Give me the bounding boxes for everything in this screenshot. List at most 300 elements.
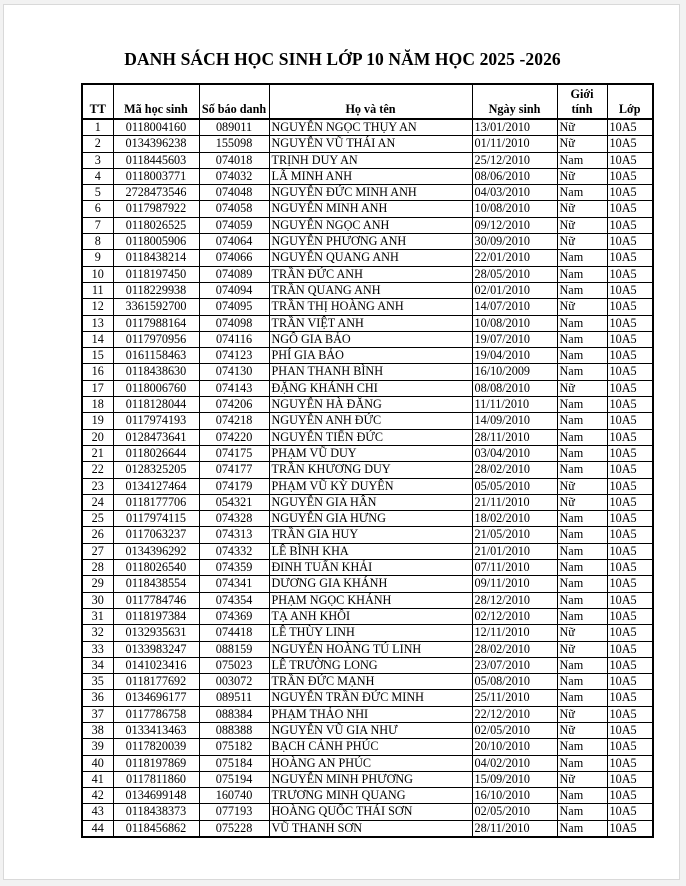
cell-class: 10A5 [607,250,653,266]
cell-student-code: 0161158463 [113,348,199,364]
cell-exam-number: 088159 [199,641,269,657]
cell-student-code: 0117987922 [113,201,199,217]
cell-full-name: TRẦN THỊ HOÀNG ANH [269,299,472,315]
table-row [82,234,653,250]
table-row [82,282,653,298]
cell-row-number: 41 [82,771,113,787]
table-row [82,690,653,706]
cell-full-name: TRƯƠNG MINH QUANG [269,788,472,804]
cell-class: 10A5 [607,690,653,706]
table-row [82,217,653,233]
cell-exam-number: 074066 [199,250,269,266]
cell-full-name: LÊ BÌNH KHA [269,543,472,559]
cell-exam-number: 054321 [199,494,269,510]
table-row [82,250,653,266]
table-row [82,706,653,722]
cell-student-code: 0133413463 [113,722,199,738]
cell-class: 10A5 [607,674,653,690]
cell-exam-number: 074369 [199,608,269,624]
table-row [82,445,653,461]
cell-class: 10A5 [607,788,653,804]
cell-gender: Nam [557,755,607,771]
cell-row-number: 10 [82,266,113,282]
cell-birth-date: 10/08/2010 [472,201,557,217]
cell-birth-date: 18/02/2010 [472,511,557,527]
cell-exam-number: 075184 [199,755,269,771]
cell-birth-date: 15/09/2010 [472,771,557,787]
cell-row-number: 23 [82,478,113,494]
cell-gender: Nam [557,543,607,559]
cell-birth-date: 30/09/2010 [472,234,557,250]
cell-gender: Nam [557,331,607,347]
cell-birth-date: 08/08/2010 [472,380,557,396]
cell-class: 10A5 [607,266,653,282]
cell-class: 10A5 [607,299,653,315]
cell-class: 10A5 [607,413,653,429]
cell-birth-date: 21/05/2010 [472,527,557,543]
cell-student-code: 0128473641 [113,429,199,445]
cell-class: 10A5 [607,380,653,396]
cell-row-number: 14 [82,331,113,347]
cell-exam-number: 074018 [199,152,269,168]
cell-class: 10A5 [607,201,653,217]
cell-gender: Nữ [557,706,607,722]
cell-full-name: NGUYỄN TIẾN ĐỨC [269,429,472,445]
cell-student-code: 0118197384 [113,608,199,624]
cell-student-code: 0117970956 [113,331,199,347]
cell-birth-date: 28/12/2010 [472,592,557,608]
table-row [82,136,653,152]
cell-class: 10A5 [607,494,653,510]
cell-full-name: NGUYỄN QUANG ANH [269,250,472,266]
table-row [82,771,653,787]
cell-gender: Nam [557,560,607,576]
cell-exam-number: 074220 [199,429,269,445]
cell-full-name: NGUYỄN MINH PHƯƠNG [269,771,472,787]
cell-birth-date: 02/01/2010 [472,282,557,298]
cell-gender: Nam [557,250,607,266]
cell-gender: Nam [557,462,607,478]
cell-class: 10A5 [607,445,653,461]
cell-birth-date: 09/11/2010 [472,576,557,592]
cell-exam-number: 088384 [199,706,269,722]
cell-exam-number: 074332 [199,543,269,559]
cell-student-code: 0133983247 [113,641,199,657]
cell-full-name: PHẠM THẢO NHI [269,706,472,722]
cell-gender: Nữ [557,217,607,233]
table-row [82,380,653,396]
cell-student-code: 0118177706 [113,494,199,510]
cell-gender: Nam [557,674,607,690]
cell-row-number: 4 [82,168,113,184]
cell-full-name: PHẠM NGỌC KHÁNH [269,592,472,608]
cell-class: 10A5 [607,364,653,380]
cell-gender: Nam [557,690,607,706]
cell-exam-number: 088388 [199,722,269,738]
cell-full-name: NGUYỄN HOÀNG TÚ LINH [269,641,472,657]
cell-class: 10A5 [607,331,653,347]
cell-full-name: LÊ TRƯỜNG LONG [269,657,472,673]
cell-exam-number: 074095 [199,299,269,315]
cell-birth-date: 19/04/2010 [472,348,557,364]
cell-row-number: 20 [82,429,113,445]
cell-gender: Nam [557,429,607,445]
cell-class: 10A5 [607,820,653,837]
gender-header-part: Giới [570,87,594,101]
table-row [82,413,653,429]
cell-exam-number: 089011 [199,119,269,136]
cell-row-number: 32 [82,625,113,641]
cell-birth-date: 03/04/2010 [472,445,557,461]
cell-full-name: ĐINH TUẤN KHẢI [269,560,472,576]
cell-row-number: 38 [82,722,113,738]
table-row [82,511,653,527]
cell-gender: Nam [557,315,607,331]
cell-birth-date: 16/10/2010 [472,788,557,804]
cell-exam-number: 074130 [199,364,269,380]
table-row [82,348,653,364]
col-header-gender [557,84,607,119]
cell-birth-date: 08/06/2010 [472,168,557,184]
cell-row-number: 5 [82,185,113,201]
cell-full-name: HOÀNG AN PHÚC [269,755,472,771]
cell-row-number: 21 [82,445,113,461]
cell-row-number: 13 [82,315,113,331]
cell-row-number: 25 [82,511,113,527]
cell-gender: Nam [557,788,607,804]
cell-row-number: 43 [82,804,113,820]
cell-row-number: 15 [82,348,113,364]
cell-class: 10A5 [607,397,653,413]
cell-row-number: 35 [82,674,113,690]
cell-student-code: 0118229938 [113,282,199,298]
cell-student-code: 0117063237 [113,527,199,543]
cell-student-code: 0117974115 [113,511,199,527]
cell-exam-number: 003072 [199,674,269,690]
table-row [82,266,653,282]
cell-student-code: 0118197450 [113,266,199,282]
cell-student-code: 0134696177 [113,690,199,706]
cell-gender: Nữ [557,136,607,152]
cell-exam-number: 074116 [199,331,269,347]
table-row [82,201,653,217]
cell-birth-date: 28/11/2010 [472,429,557,445]
cell-full-name: NGUYỄN ANH ĐỨC [269,413,472,429]
table-row [82,560,653,576]
cell-exam-number: 160740 [199,788,269,804]
cell-gender: Nam [557,185,607,201]
cell-student-code: 0117811860 [113,771,199,787]
cell-exam-number: 074048 [199,185,269,201]
cell-student-code: 0134127464 [113,478,199,494]
cell-student-code: 0128325205 [113,462,199,478]
cell-class: 10A5 [607,527,653,543]
cell-full-name: TRẦN KHƯƠNG DUY [269,462,472,478]
cell-row-number: 2 [82,136,113,152]
table-row [82,674,653,690]
cell-full-name: NGUYỄN ĐỨC MINH ANH [269,185,472,201]
cell-row-number: 40 [82,755,113,771]
cell-exam-number: 074359 [199,560,269,576]
cell-full-name: NGUYỄN NGỌC THỤY AN [269,119,472,136]
cell-class: 10A5 [607,576,653,592]
cell-gender: Nam [557,527,607,543]
cell-exam-number: 074064 [199,234,269,250]
cell-row-number: 22 [82,462,113,478]
cell-exam-number: 074089 [199,266,269,282]
col-header-birth-date: Ngày sinh [472,84,557,119]
cell-birth-date: 04/02/2010 [472,755,557,771]
cell-class: 10A5 [607,315,653,331]
cell-full-name: TRẦN QUANG ANH [269,282,472,298]
cell-row-number: 36 [82,690,113,706]
table-row [82,168,653,184]
cell-birth-date: 22/01/2010 [472,250,557,266]
cell-class: 10A5 [607,739,653,755]
table-row [82,625,653,641]
cell-student-code: 3361592700 [113,299,199,315]
table-row [82,788,653,804]
cell-student-code: 0141023416 [113,657,199,673]
cell-birth-date: 10/08/2010 [472,315,557,331]
cell-row-number: 19 [82,413,113,429]
cell-full-name: PHÍ GIA BẢO [269,348,472,364]
cell-row-number: 12 [82,299,113,315]
cell-student-code: 2728473546 [113,185,199,201]
cell-exam-number: 074059 [199,217,269,233]
table-header-row [82,84,653,119]
cell-exam-number: 074328 [199,511,269,527]
cell-exam-number: 074175 [199,445,269,461]
cell-row-number: 17 [82,380,113,396]
cell-student-code: 0118003771 [113,168,199,184]
cell-class: 10A5 [607,152,653,168]
cell-exam-number: 075023 [199,657,269,673]
cell-gender: Nữ [557,299,607,315]
cell-student-code: 0118026644 [113,445,199,461]
cell-birth-date: 11/11/2010 [472,397,557,413]
cell-full-name: PHAN THANH BÌNH [269,364,472,380]
table-row [82,820,653,837]
cell-student-code: 0134396238 [113,136,199,152]
cell-birth-date: 12/11/2010 [472,625,557,641]
cell-birth-date: 28/02/2010 [472,462,557,478]
cell-full-name: DƯƠNG GIA KHÁNH [269,576,472,592]
cell-gender: Nữ [557,641,607,657]
cell-exam-number: 074418 [199,625,269,641]
col-header-exam-number: Số báo danh [199,84,269,119]
cell-class: 10A5 [607,348,653,364]
cell-birth-date: 02/05/2010 [472,722,557,738]
cell-full-name: LÃ MINH ANH [269,168,472,184]
table-row [82,429,653,445]
table-row [82,494,653,510]
cell-exam-number: 075182 [199,739,269,755]
cell-birth-date: 13/01/2010 [472,119,557,136]
cell-row-number: 18 [82,397,113,413]
cell-row-number: 42 [82,788,113,804]
table-row [82,397,653,413]
cell-student-code: 0132935631 [113,625,199,641]
cell-class: 10A5 [607,608,653,624]
col-header-student-code: Mã học sinh [113,84,199,119]
table-row [82,331,653,347]
cell-full-name: NGUYỄN PHƯƠNG ANH [269,234,472,250]
cell-birth-date: 28/05/2010 [472,266,557,282]
cell-class: 10A5 [607,771,653,787]
cell-student-code: 0117988164 [113,315,199,331]
cell-class: 10A5 [607,282,653,298]
cell-student-code: 0117974193 [113,413,199,429]
cell-birth-date: 14/09/2010 [472,413,557,429]
cell-exam-number: 155098 [199,136,269,152]
cell-full-name: HOÀNG QUỐC THÁI SƠN [269,804,472,820]
cell-student-code: 0118456862 [113,820,199,837]
cell-class: 10A5 [607,804,653,820]
cell-student-code: 0118177692 [113,674,199,690]
cell-full-name: LÊ THÙY LINH [269,625,472,641]
cell-full-name: TRẦN ĐỨC ANH [269,266,472,282]
cell-gender: Nữ [557,201,607,217]
cell-full-name: VŨ THANH SƠN [269,820,472,837]
cell-gender: Nam [557,364,607,380]
cell-class: 10A5 [607,185,653,201]
cell-birth-date: 14/07/2010 [472,299,557,315]
cell-birth-date: 02/12/2010 [472,608,557,624]
cell-student-code: 0117820039 [113,739,199,755]
cell-birth-date: 04/03/2010 [472,185,557,201]
cell-row-number: 16 [82,364,113,380]
cell-gender: Nam [557,397,607,413]
cell-full-name: BẠCH CẢNH PHÚC [269,739,472,755]
table-row [82,804,653,820]
cell-full-name: PHẠM VŨ DUY [269,445,472,461]
cell-birth-date: 19/07/2010 [472,331,557,347]
cell-row-number: 26 [82,527,113,543]
cell-exam-number: 074354 [199,592,269,608]
student-list-table [81,83,654,838]
cell-exam-number: 074094 [199,282,269,298]
cell-row-number: 3 [82,152,113,168]
table-row [82,527,653,543]
cell-birth-date: 28/02/2010 [472,641,557,657]
cell-gender: Nam [557,608,607,624]
cell-full-name: NGUYỄN HÀ ĐĂNG [269,397,472,413]
table-body [82,119,653,837]
cell-row-number: 28 [82,560,113,576]
cell-exam-number: 074143 [199,380,269,396]
cell-class: 10A5 [607,625,653,641]
gender-header-part: tính [571,102,593,116]
table-row [82,576,653,592]
cell-birth-date: 21/11/2010 [472,494,557,510]
cell-row-number: 39 [82,739,113,755]
cell-row-number: 1 [82,119,113,136]
cell-gender: Nam [557,445,607,461]
cell-row-number: 31 [82,608,113,624]
cell-row-number: 37 [82,706,113,722]
cell-gender: Nam [557,657,607,673]
col-header-tt: TT [82,84,113,119]
cell-full-name: NGUYỄN VŨ THÁI AN [269,136,472,152]
cell-birth-date: 28/11/2010 [472,820,557,837]
cell-row-number: 34 [82,657,113,673]
cell-full-name: NGUYỄN NGỌC ANH [269,217,472,233]
table-row [82,299,653,315]
cell-class: 10A5 [607,560,653,576]
cell-full-name: NGUYỄN VŨ GIA NHƯ [269,722,472,738]
cell-student-code: 0118006760 [113,380,199,396]
cell-row-number: 33 [82,641,113,657]
cell-gender: Nam [557,739,607,755]
cell-gender: Nữ [557,119,607,136]
cell-class: 10A5 [607,478,653,494]
cell-gender: Nam [557,413,607,429]
cell-class: 10A5 [607,722,653,738]
cell-birth-date: 02/05/2010 [472,804,557,820]
cell-class: 10A5 [607,511,653,527]
col-header-class: Lớp [607,84,653,119]
cell-full-name: NGÔ GIA BẢO [269,331,472,347]
table-row [82,657,653,673]
cell-exam-number: 075228 [199,820,269,837]
cell-class: 10A5 [607,119,653,136]
table-row [82,543,653,559]
cell-birth-date: 05/05/2010 [472,478,557,494]
cell-row-number: 44 [82,820,113,837]
cell-gender: Nữ [557,494,607,510]
cell-full-name: NGUYỄN TRẦN ĐỨC MINH [269,690,472,706]
cell-exam-number: 074032 [199,168,269,184]
table-row [82,739,653,755]
cell-full-name: TRẦN GIA HUY [269,527,472,543]
cell-class: 10A5 [607,592,653,608]
cell-student-code: 0118026540 [113,560,199,576]
cell-student-code: 0118004160 [113,119,199,136]
cell-class: 10A5 [607,543,653,559]
cell-class: 10A5 [607,657,653,673]
table-row [82,478,653,494]
cell-birth-date: 25/11/2010 [472,690,557,706]
document-page [3,4,680,880]
table-row [82,152,653,168]
cell-exam-number: 074313 [199,527,269,543]
cell-full-name: PHẠM VŨ KỲ DUYÊN [269,478,472,494]
table-row [82,592,653,608]
cell-exam-number: 074098 [199,315,269,331]
cell-gender: Nữ [557,380,607,396]
cell-row-number: 27 [82,543,113,559]
cell-gender: Nam [557,348,607,364]
cell-student-code: 0118005906 [113,234,199,250]
document-title: DANH SÁCH HỌC SINH LỚP 10 NĂM HỌC 2025 -2026 [124,49,561,69]
cell-gender: Nữ [557,168,607,184]
cell-full-name: NGUYỄN GIA HÂN [269,494,472,510]
cell-row-number: 24 [82,494,113,510]
cell-student-code: 0118438630 [113,364,199,380]
cell-gender: Nữ [557,234,607,250]
cell-birth-date: 20/10/2010 [472,739,557,755]
table-row [82,641,653,657]
cell-full-name: TẠ ANH KHÔI [269,608,472,624]
cell-birth-date: 09/12/2010 [472,217,557,233]
cell-gender: Nam [557,511,607,527]
cell-full-name: ĐẶNG KHÁNH CHI [269,380,472,396]
cell-gender: Nam [557,266,607,282]
cell-gender: Nam [557,804,607,820]
cell-birth-date: 22/12/2010 [472,706,557,722]
cell-full-name: TRỊNH DUY AN [269,152,472,168]
